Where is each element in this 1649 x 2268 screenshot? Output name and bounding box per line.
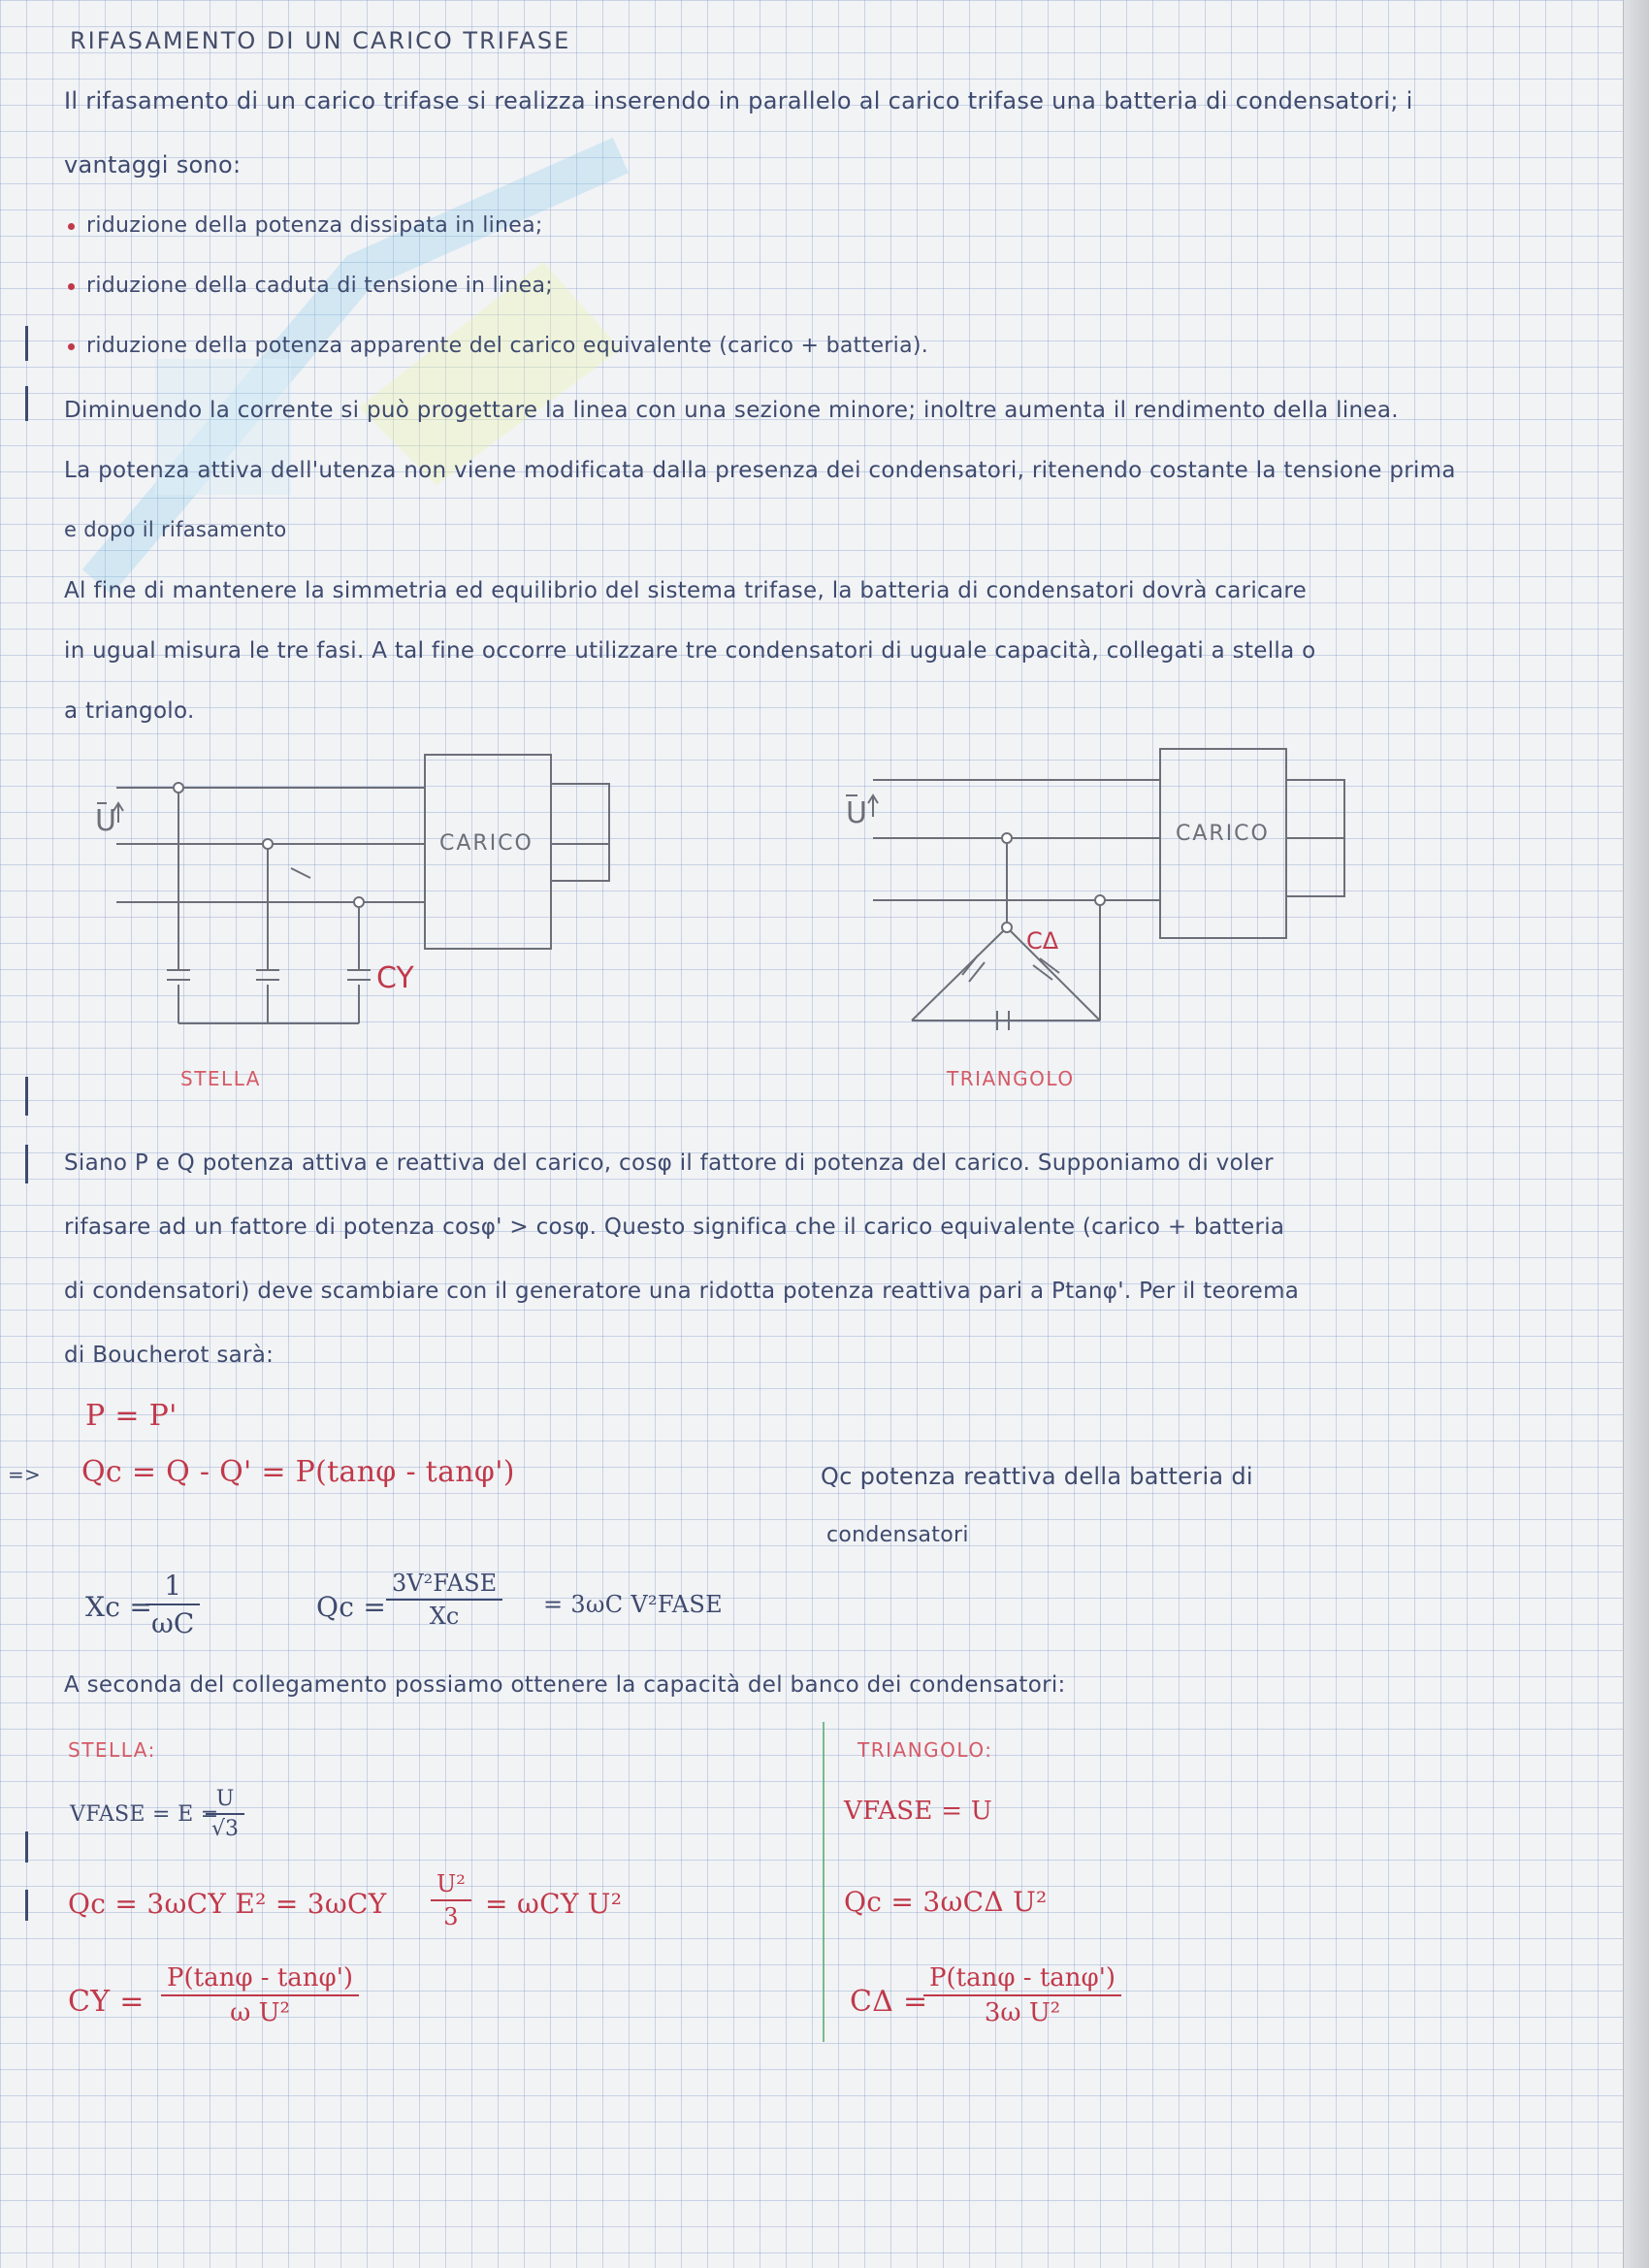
para2-line-3: a triangolo. [64, 698, 195, 724]
margin-mark [25, 1077, 28, 1116]
star-load-label: CARICO [439, 831, 534, 856]
stella-heading: STELLA: [68, 1738, 156, 1762]
delta-connection-diagram [834, 737, 1358, 1038]
eq-xc-fraction [146, 1570, 200, 1639]
stella-qc-rhs: = ωCY U² [485, 1888, 623, 1920]
star-capacitor-label: CY [376, 961, 414, 995]
triangolo-cd-num: P(tanφ - tanφ') [929, 1963, 1116, 1993]
stella-cy-den: ω U² [161, 1994, 359, 2027]
para1-line-1: Diminuendo la corrente si può progettare la linea con una sezione minore; inoltre aumenta il rendimento della linea. [64, 398, 1399, 423]
para2-line-1: Al fine di mantenere la simmetria ed equilibrio del sistema trifase, la batteria di condensatori dovrà caricare [64, 578, 1308, 603]
eq-xc-num: 1 [164, 1570, 182, 1602]
margin-mark [25, 1890, 28, 1921]
margin-mark [25, 1831, 28, 1863]
para1-line-3: e dopo il rifasamento [64, 518, 287, 541]
bullet-dot-icon [68, 343, 75, 350]
para3-line-2: rifasare ad un fattore di potenza cosφ' > cosφ. Questo significa che il carico equivalente (carico + batteria [64, 1215, 1285, 1240]
delta-caption: TRIANGOLO [947, 1067, 1075, 1090]
bullet-item [68, 334, 928, 358]
para2-line-2: in ugual misura le tre fasi. A tal fine occorre utilizzare tre condensatori di uguale capacità, collegati a stella o [64, 638, 1316, 664]
delta-voltage-label: U [846, 796, 867, 830]
eq-qc2-lhs: Qc = [316, 1591, 387, 1623]
margin-mark [25, 386, 28, 421]
margin-mark [25, 326, 28, 361]
triangolo-cd-den: 3ω U² [923, 1994, 1121, 2027]
triangolo-heading: TRIANGOLO: [857, 1738, 993, 1762]
star-voltage-label: U [95, 804, 116, 838]
intro-line-1: Il rifasamento di un carico trifase si realizza inserendo in parallelo al carico trifase una batteria di condensatori; i [64, 87, 1413, 114]
stella-qc-num: U² [436, 1870, 466, 1897]
margin-mark [25, 1145, 28, 1183]
stella-qc-lhs: Qc = 3ωCY E² = 3ωCY [68, 1888, 387, 1920]
triangolo-qc: Qc = 3ωCΔ U² [844, 1886, 1048, 1918]
column-divider [823, 1722, 824, 2042]
para3-line-4: di Boucherot sarà: [64, 1343, 275, 1368]
notebook-page-edge [1623, 0, 1649, 2268]
para3-line-1: Siano P e Q potenza attiva e reattiva del carico, cosφ il fattore di potenza del carico. Supponiamo di voler [64, 1150, 1274, 1176]
stella-vfase-lhs: VFASE = E = [70, 1802, 219, 1827]
bullet-dot-icon [68, 283, 75, 290]
stella-qc-den: 3 [431, 1899, 471, 1930]
eq-qc2-num: 3V²FASE [392, 1570, 498, 1597]
eq-xc-lhs: Xc = [85, 1591, 153, 1623]
stella-qc-fraction [431, 1870, 471, 1930]
bullet-text: riduzione della potenza apparente del carico equivalente (carico + batteria). [86, 334, 929, 358]
stella-vfase-fraction [206, 1787, 244, 1841]
eq-p: P = P' [85, 1399, 178, 1433]
eq-qc2-den: Xc [386, 1599, 502, 1630]
qc-note-line-2: condensatori [826, 1523, 969, 1547]
eq-qc2-fraction [386, 1570, 502, 1630]
para1-line-2: La potenza attiva dell'utenza non viene modificata dalla presenza dei condensatori, ritenendo costante la tensione prima [64, 458, 1456, 483]
stella-cy-fraction [161, 1963, 359, 2027]
eq-qc: Qc = Q - Q' = P(tanφ - tanφ') [81, 1455, 515, 1489]
bullet-text: riduzione della potenza dissipata in linea; [86, 213, 543, 238]
eq-xc-den: ωC [146, 1604, 200, 1639]
star-connection-diagram [78, 737, 621, 1028]
stella-cy-lhs: CY = [68, 1985, 145, 2019]
qc-note-line-1: Qc potenza reattiva della batteria di [821, 1463, 1253, 1490]
para4: A seconda del collegamento possiamo ottenere la capacità del banco dei condensatori: [64, 1672, 1066, 1698]
page-title: RIFASAMENTO DI UN CARICO TRIFASE [70, 27, 571, 54]
triangolo-cd-lhs: CΔ = [850, 1985, 928, 2019]
triangolo-vfase: VFASE = U [844, 1797, 993, 1826]
intro-line-2: vantaggi sono: [64, 151, 242, 178]
bullet-dot-icon [68, 223, 75, 230]
bullet-item [68, 274, 553, 298]
stella-vfase-num: U [215, 1787, 235, 1811]
delta-load-label: CARICO [1176, 822, 1270, 846]
stella-cy-num: P(tanφ - tanφ') [167, 1963, 354, 1993]
stella-vfase-den: √3 [206, 1813, 244, 1841]
eq-qc2-rhs: = 3ωC V²FASE [543, 1591, 723, 1618]
margin-arrow: => [8, 1463, 42, 1486]
bullet-text: riduzione della caduta di tensione in linea; [86, 274, 553, 298]
triangolo-cd-fraction [923, 1963, 1121, 2027]
bullet-item [68, 213, 543, 238]
delta-capacitor-label: CΔ [1026, 927, 1059, 955]
para3-line-3: di condensatori) deve scambiare con il generatore una ridotta potenza reattiva pari a Ptanφ'. Per il teorema [64, 1279, 1300, 1304]
star-caption: STELLA [180, 1067, 261, 1090]
